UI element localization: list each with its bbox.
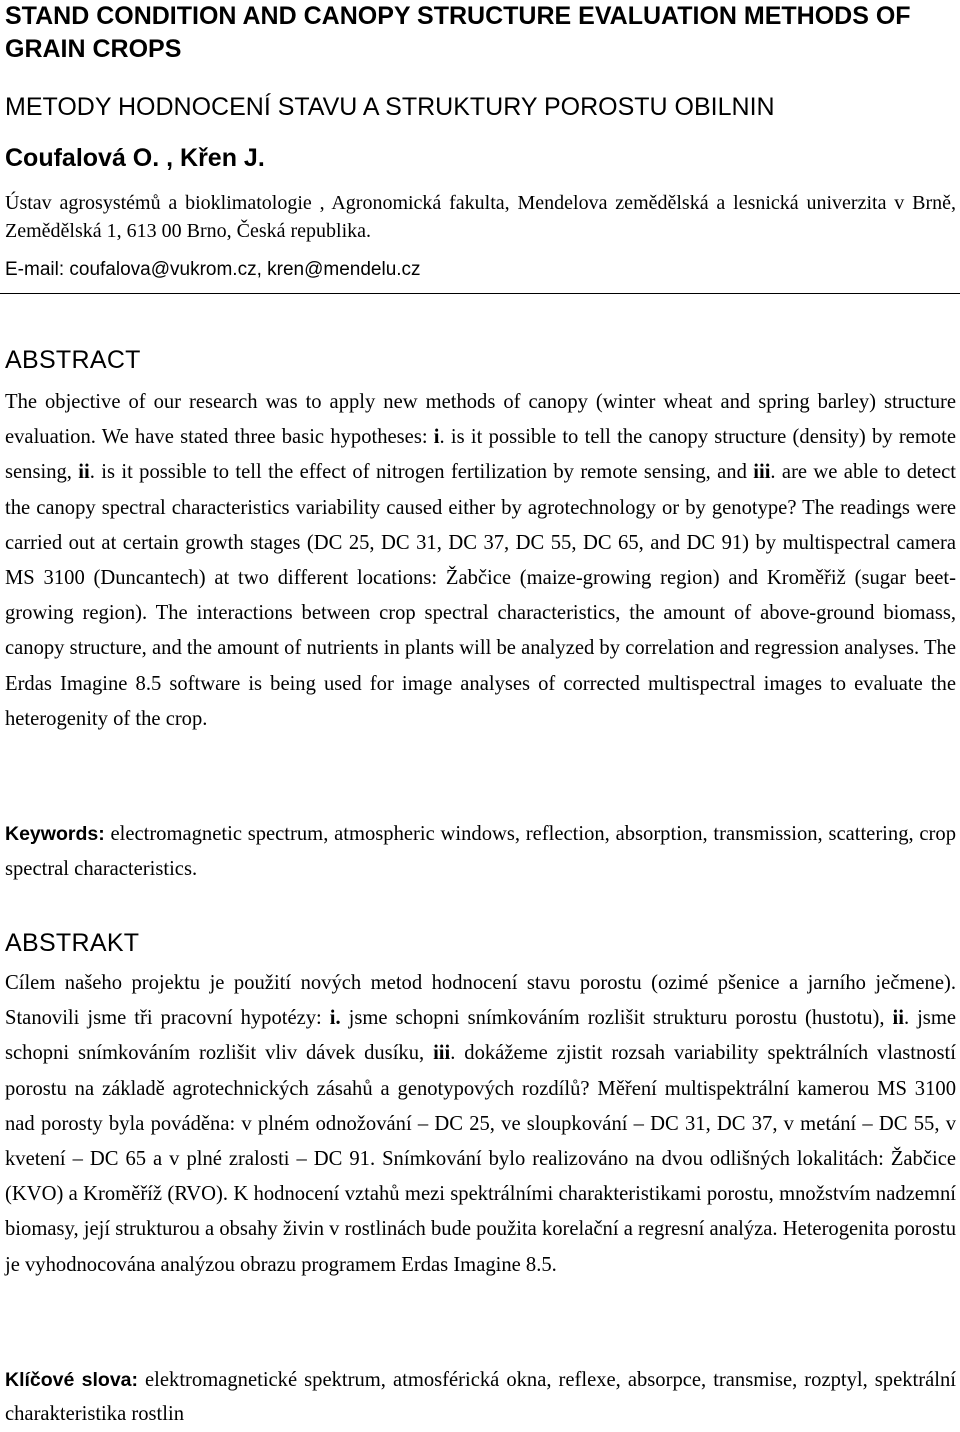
keywords-label: Keywords: [5, 823, 105, 845]
klicova-slova [5, 1363, 956, 1431]
abstract-heading: ABSTRACT [5, 346, 141, 374]
paper-page [5, 0, 957, 1425]
paper-subtitle-czech: METODY HODNOCENÍ STAVU A STRUKTURY POROSTU OBILNIN [5, 93, 775, 121]
authors: Coufalová O. , Křen J. [5, 144, 265, 172]
email-line: E-mail: coufalova@vukrom.cz, kren@mendelu.cz [5, 259, 421, 280]
header-divider [0, 293, 960, 294]
paper-title: STAND CONDITION AND CANOPY STRUCTURE EVALUATION METHODS OF GRAIN CROPS [5, 2, 911, 63]
abstrakt-body: Cílem našeho projektu je použití nových metod hodnocení stavu porostu (ozimé pšenice a jarního ječmene). Stanovili jsme tři pracovní hypotézy: i. jsme schopni snímkováním rozlišit strukturu porostu (hustotu), ii. jsme schopni snímkováním rozlišit vliv dávek dusíku, iii. dokážeme zjistit rozsah variability spektrálních vlastností porostu na základě agrotechnických zásahů a genotypových rozdílů? Měření multispektrální kamerou MS 3100 nad porosty byla pováděna: v plném odnožování – DC 25, ve sloupkování – DC 31, DC 37, v metání – DC 55, v kvetení – DC 65 a v plné zralosti – DC 91. Snímkování bylo realizováno na dvou odlišných lokalitách: Žabčice (KVO) a Kroměříž (RVO). K hodnocení vztahů mezi spektrálními charakteristikami porostu, množstvím nadzemní biomasy, její strukturou a obsahy živin v rostlinách bude použita korelační a regresní analýza. Heterogenita porostu je vyhodnocována analýzou obrazu programem Erdas Imagine 8.5. [5, 972, 956, 1276]
keywords-text: electromagnetic spectrum, atmospheric windows, reflection, absorption, transmission, scattering, crop spectral characteristics. [5, 823, 956, 880]
klicova-slova-label: Klíčové slova: [5, 1369, 139, 1391]
keywords [5, 817, 956, 887]
abstract-body: The objective of our research was to apply new methods of canopy (winter wheat and spring barley) structure evaluation. We have stated three basic hypotheses: i. is it possible to tell the canopy structure (density) by remote sensing, ii. is it possible to tell the effect of nitrogen fertilization by remote sensing, and iii. are we able to detect the canopy spectral characteristics variability caused either by agrotechnology or by genotype? The readings were carried out at certain growth stages (DC 25, DC 31, DC 37, DC 55, DC 65, and DC 91) by multispectral camera MS 3100 (Duncantech) at two different locations: Žabčice (maize-growing region) and Kroměřiž (sugar beet-growing region). The interactions between crop spectral characteristics, the amount of above-ground biomass, canopy structure, and the amount of nutrients in plants will be analyzed by correlation and regression analyses. The Erdas Imagine 8.5 software is being used for image analyses of corrected multispectral images to evaluate the heterogenity of the crop. [5, 391, 957, 730]
abstrakt-heading: ABSTRAKT [5, 929, 140, 957]
affiliation: Ústav agrosystémů a bioklimatologie , Agronomická fakulta, Mendelova zemědělská a lesnická univerzita v Brně, Zemědělská 1, 613 00 Brno, Česká republika. [5, 192, 956, 242]
klicova-slova-text: elektromagnetické spektrum, atmosférická okna, reflexe, absorpce, transmise, rozptyl, spektrální charakteristika rostlin [5, 1369, 956, 1425]
